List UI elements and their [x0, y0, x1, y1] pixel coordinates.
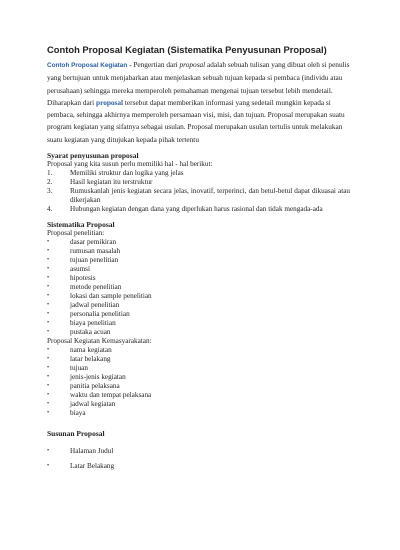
list-item: • waktu dan tempat pelaksana: [47, 391, 152, 400]
bullet-icon: •: [47, 347, 50, 354]
bullet-icon: •: [47, 374, 50, 381]
list-item: • rumusan masalah: [47, 247, 121, 256]
syarat-lead: Proposal yang kita susun perlu memiliki hal - hal berikut:: [47, 160, 213, 169]
bullet-icon: •: [47, 239, 50, 246]
document-title: Contoh Proposal Kegiatan (Sistematika Penyusunan Proposal): [47, 44, 327, 55]
list-item: 2. Hasil kegiatan itu terstruktur: [47, 178, 153, 187]
list-item: • panitia pelaksana: [47, 382, 120, 391]
bullet-icon: •: [47, 356, 50, 363]
list-item: • Latar Belakang: [47, 459, 350, 474]
list-item: • dasar pemikiran: [47, 238, 117, 247]
bullet-icon: •: [47, 401, 50, 408]
syarat-list: [47, 169, 350, 214]
bullet-icon: •: [47, 383, 50, 390]
sistematika-heading: Sistematika Proposal: [47, 220, 115, 230]
list-item: • nama kegiatan: [47, 346, 112, 355]
intro-text-1: - Pengertian dari: [127, 60, 180, 69]
list-item: • pustaka acuan: [47, 328, 111, 337]
list-item: • asumsi: [47, 265, 90, 274]
list-item: • Halaman Judul: [47, 444, 350, 459]
bullet-icon: •: [47, 320, 50, 327]
list-item: • jadwal kegiatan: [47, 400, 116, 409]
bullet-icon: •: [47, 302, 50, 309]
bullet-icon: •: [47, 293, 50, 300]
bullet-icon: •: [47, 448, 50, 455]
bullet-icon: •: [47, 329, 50, 336]
intro-lead-link[interactable]: Contoh Proposal Kegiatan: [47, 62, 128, 69]
bullet-icon: •: [47, 248, 50, 255]
list-item: • biaya penelitian: [47, 319, 116, 328]
list-item: • latar belakang: [47, 355, 111, 364]
intro-paragraph: [47, 59, 350, 146]
list-item: • personalia penelitian: [47, 310, 130, 319]
susunan-heading: Susunan Proposal: [47, 429, 105, 439]
syarat-heading: Syarat penyusunan proposal: [47, 151, 139, 161]
list-item: • tujuan penelitian: [47, 256, 119, 265]
list-item: • tujuan: [47, 364, 88, 373]
kemasyarakatan-label: Proposal Kegiatan Kemasyarakatan:: [47, 337, 152, 346]
penelitian-label: Proposal penelitian:: [47, 229, 105, 238]
list-item: 4. Hubungan kegiatan dengan dana yang diperlukan harus rasional dan tidak mengada-ada: [47, 205, 323, 214]
bullet-icon: •: [47, 365, 50, 372]
list-item: • hipotesis: [47, 274, 96, 283]
bullet-icon: •: [47, 392, 50, 399]
intro-text-2: adalah sebuah tulisan yang dibuat oleh si penulis yang bertujuan untuk menjabarkan atau menjelaskan sebuah tujuan kepada si pembaca (individu atau perusahaan) sehingga mereka memperoleh pemahaman mengenai tujuan tersebut lebih mendetail. Diharapkan dari: [47, 60, 350, 107]
intro-em-word: proposal: [179, 60, 206, 69]
susunan-list: [47, 444, 350, 473]
intro-keyword-link[interactable]: proposal: [96, 97, 124, 107]
bullet-icon: •: [47, 311, 50, 318]
bullet-icon: •: [47, 462, 50, 469]
bullet-icon: •: [47, 275, 50, 282]
list-item: 3. Rumuskanlah jenis kegiatan secara jelas, inovatif, terperinci, dan betul-betul dapat dikuasai atau dikerjakan: [47, 187, 350, 205]
list-item: • jenis-jenis kegiatan: [47, 373, 126, 382]
list-item: 1. Memiliki struktur dan logika yang jelas: [47, 169, 184, 178]
bullet-icon: •: [47, 284, 50, 291]
list-item: • jadwal penelitian: [47, 301, 120, 310]
intro-text-3: tersebut dapat memberikan informasi yang sedetail mungkin kepada si pembaca, sehingga akhirnya memperoleh persamaan visi, misi, dan tujuan. Proposal merupakan suatu program kegiatan yang sifatnya sebagai usulan. Proposal merupakan usulan tertulis untuk melakukan suatu kegiatan yang ditujukan kepada pihak tertentu: [47, 97, 345, 144]
list-item: • biaya: [47, 409, 86, 418]
bullet-icon: •: [47, 410, 50, 417]
bullet-icon: •: [47, 266, 50, 273]
penelitian-list: [47, 238, 350, 337]
list-item: • metode penelitian: [47, 283, 122, 292]
bullet-icon: •: [47, 257, 50, 264]
list-item: • lokasi dan sample penelitian: [47, 292, 152, 301]
kemasyarakatan-list: [47, 346, 350, 418]
